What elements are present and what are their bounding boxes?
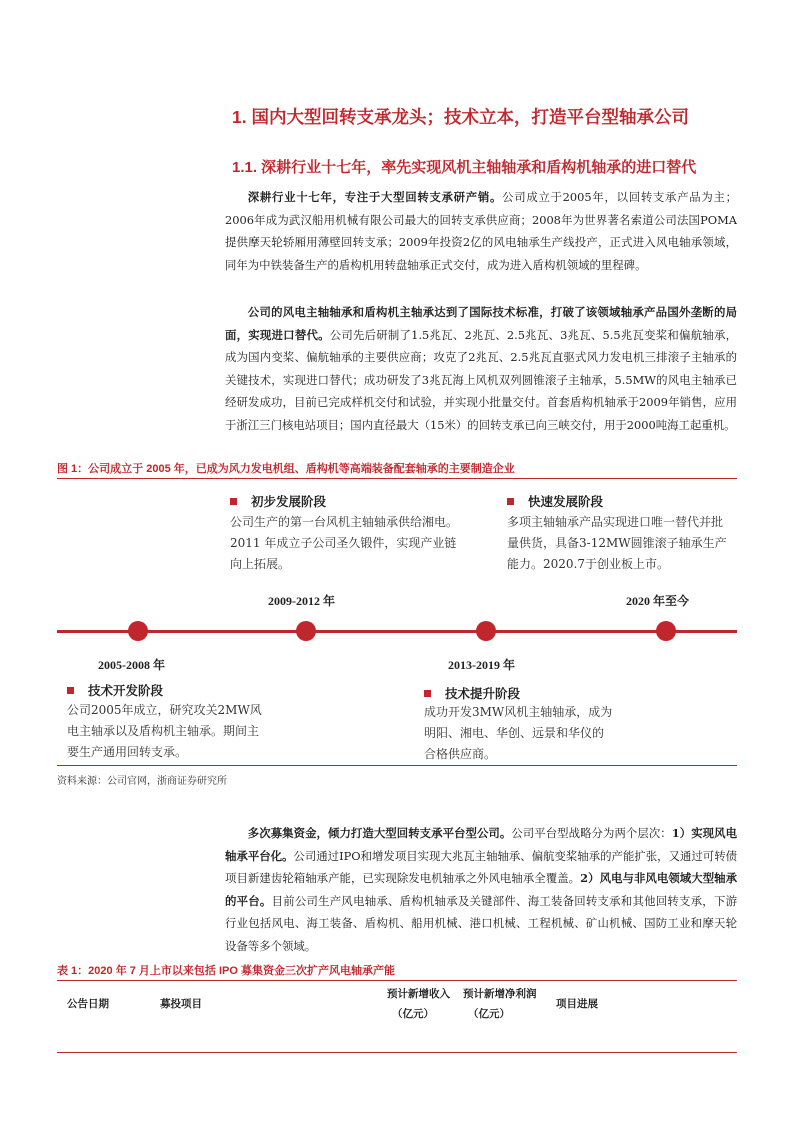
stage-desc-2005: 公司2005年成立，研究攻关2MW风电主轴承以及盾构机主轴承。期间主要生产通用回转支承。	[67, 703, 262, 759]
section-heading: 1. 国内大型回转支承龙头；技术立本，打造平台型轴承公司	[232, 107, 689, 127]
table-top-rule	[57, 980, 737, 981]
paragraph-1-body: 公司成立于2005年，以回转支承产品为主；2006年成为武汉船用机械有限公司最大的回转支承供应商；2008年为世界著名索道公司法国POMA提供摩天轮轿厢用薄壁回转支承；2009年投资2亿的风电轴承生产线投产，正式进入风电轴承领域，同年为中铁装备生产的盾构机用转盘轴承正式交付，成为进入盾构机领域的里程碑。	[225, 190, 737, 272]
paragraph-3-point-1: 1）实现风电轴承平台化。	[225, 826, 737, 863]
stage-bullet	[67, 687, 74, 694]
table-header-date: 公告日期	[67, 998, 109, 1010]
timeline-dot-2009	[296, 621, 316, 641]
paragraph-2	[225, 301, 737, 436]
stage-year-2020: 2020 年至今	[626, 594, 690, 608]
table-bottom-rule	[57, 1052, 737, 1053]
paragraph-3-lead: 多次募集资金，倾力打造大型回转支承平台型公司。	[247, 826, 512, 840]
paragraph-3-text-2: 公司通过IPO和增发项目实现大兆瓦主轴轴承、偏航变桨轴承的产能扩张，又通过可转债项目新建齿轮箱轴承产能，已实现除发电机轴承之外风电轴承全覆盖。	[225, 848, 737, 885]
table-header-profit: 预计新增净利润	[463, 988, 537, 1000]
stage-title-2013: 技术提升阶段	[424, 684, 520, 702]
table-caption: 表 1：2020 年 7 月上市以来包括 IPO 募集资金三次扩产风电轴承产能	[57, 965, 395, 977]
timeline-dot-2005	[128, 621, 148, 641]
paragraph-2-body: 公司先后研制了1.5兆瓦、2兆瓦、2.5兆瓦、3兆瓦、5.5兆瓦变桨和偏航轴承，成为国内变桨、偏航轴承的主要供应商；攻克了2兆瓦、2.5兆瓦直驱式风力发电机三排滚子主轴承的关键技术，实现进口替代；成功研发了3兆瓦海上风机双列圆锥滚子主轴承，5.5MW的风电主轴承已经研发成功，目前已完成样机交付和试验，并实现小批量交付。首套盾构机轴承于2009年销售，应用于浙江三门核电站项目；国内直径最大（15米）的回转支承已向三峡交付，用于2000吨海工起重机。	[225, 327, 737, 432]
figure-caption: 图 1：公司成立于 2005 年，已成为风力发电机组、盾构机等高端装备配套轴承的主要制造企业	[57, 463, 515, 475]
timeline-line	[57, 630, 737, 633]
table-header-revenue-unit: （亿元）	[392, 1008, 434, 1020]
subsection-heading: 1.1. 深耕行业十七年，率先实现风机主轴轴承和盾构机轴承的进口替代	[232, 159, 697, 176]
stage-bullet	[424, 690, 431, 697]
stage-desc-2009: 公司生产的第一台风机主轴轴承供给湘电。2011 年成立子公司圣久锻件，实现产业链向上拓展。	[230, 515, 459, 571]
stage-desc-2020: 多项主轴轴承产品实现进口唯一替代并批量供货，具备3-12MW圆锥滚子轴承生产能力。2020.7于创业板上市。	[507, 515, 727, 571]
paragraph-3-text-3: 目前公司生产风电轴承、盾构机轴承及关键部件、海工装备回转支承和其他回转支承，下游行业包括风电、海工装备、盾构机、船用机械、港口机械、工程机械、矿山机械、国防工业和摩天轮设备等多个领域。	[225, 893, 737, 953]
paragraph-3-point-2: 2）风电与非风电领域大型轴承的平台。	[225, 871, 737, 908]
timeline-dot-2013	[476, 621, 496, 641]
paragraph-1	[225, 186, 737, 276]
figure-source: 资料来源：公司官网，浙商证券研究所	[57, 776, 227, 787]
table-header-progress: 项目进展	[556, 998, 598, 1010]
stage-bullet	[230, 498, 237, 505]
stage-title-2020: 快速发展阶段	[507, 492, 603, 510]
stage-year-2005: 2005-2008 年	[98, 658, 165, 672]
paragraph-3	[225, 822, 737, 957]
stage-year-2013: 2013-2019 年	[448, 658, 515, 672]
paragraph-1-lead: 深耕行业十七年，专注于大型回转支承研产销。	[247, 190, 503, 204]
stage-title-2009: 初步发展阶段	[230, 492, 326, 510]
figure-bottom-rule	[57, 765, 737, 766]
stage-desc-2013: 成功开发3MW风机主轴轴承，成为明阳、湘电、华创、远景和华仪的合格供应商。	[424, 705, 613, 761]
stage-year-2009: 2009-2012 年	[268, 594, 335, 608]
paragraph-3-text-1: 公司平台型战略分为两个层次：	[511, 826, 672, 840]
stage-title-2005: 技术开发阶段	[67, 681, 163, 699]
table-header-project: 募投项目	[160, 998, 202, 1010]
table-header-profit-unit: （亿元）	[468, 1008, 510, 1020]
timeline-dot-2020	[656, 621, 676, 641]
paragraph-2-lead: 公司的风电主轴轴承和盾构机主轴承达到了国际技术标准，打破了该领域轴承产品国外垄断的局面，实现进口替代。	[225, 305, 737, 342]
stage-bullet	[507, 498, 514, 505]
figure-top-rule	[57, 478, 737, 479]
table-header-revenue: 预计新增收入	[387, 988, 450, 1000]
